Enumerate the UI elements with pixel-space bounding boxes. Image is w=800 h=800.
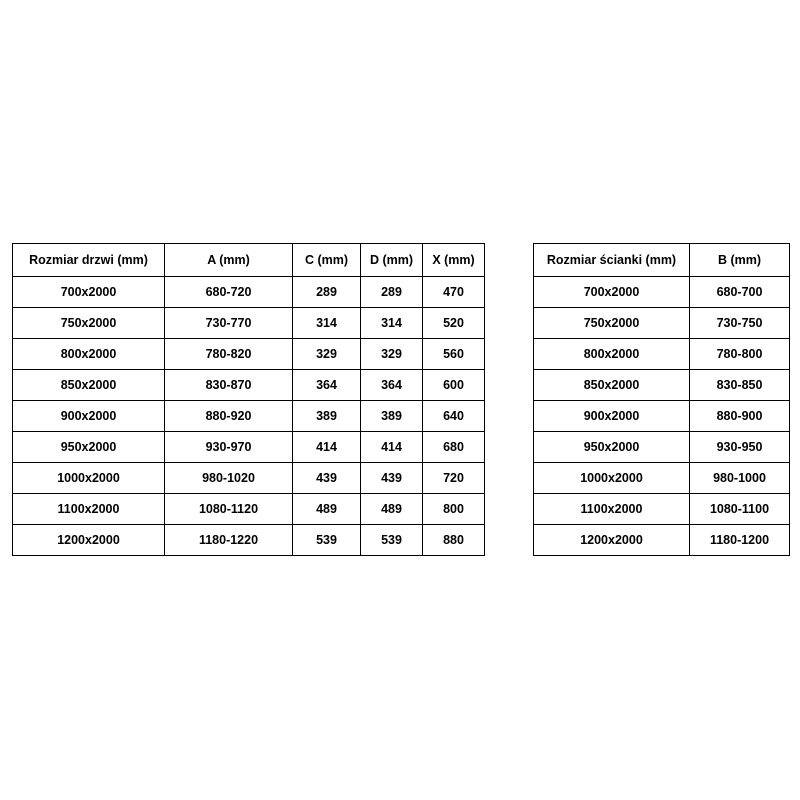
table-row — [534, 308, 790, 339]
cell-c: 539 — [293, 525, 361, 556]
table-row — [534, 432, 790, 463]
cell-a: 730-770 — [165, 308, 293, 339]
doors-table-header — [13, 244, 485, 277]
cell-c: 389 — [293, 401, 361, 432]
table-row — [13, 463, 485, 494]
cell-wall-size: 1200x2000 — [534, 525, 690, 556]
cell-door-size: 750x2000 — [13, 308, 165, 339]
walls-table-body — [534, 277, 790, 556]
table-header-row — [534, 244, 790, 277]
cell-wall-size: 1000x2000 — [534, 463, 690, 494]
column-header-c: C (mm) — [293, 244, 361, 277]
table-row — [13, 494, 485, 525]
table-row — [13, 401, 485, 432]
cell-b: 1080-1100 — [690, 494, 790, 525]
cell-wall-size: 950x2000 — [534, 432, 690, 463]
column-header-d: D (mm) — [361, 244, 423, 277]
cell-d: 539 — [361, 525, 423, 556]
cell-x: 680 — [423, 432, 485, 463]
walls-table-header — [534, 244, 790, 277]
cell-wall-size: 850x2000 — [534, 370, 690, 401]
cell-d: 489 — [361, 494, 423, 525]
table-row — [534, 370, 790, 401]
cell-b: 880-900 — [690, 401, 790, 432]
cell-d: 389 — [361, 401, 423, 432]
table-header-row — [13, 244, 485, 277]
cell-b: 1180-1200 — [690, 525, 790, 556]
cell-d: 314 — [361, 308, 423, 339]
cell-x: 800 — [423, 494, 485, 525]
column-header-x: X (mm) — [423, 244, 485, 277]
cell-x: 470 — [423, 277, 485, 308]
doors-dimensions-table-container — [12, 243, 485, 556]
walls-dimensions-table — [533, 243, 790, 556]
cell-a: 1180-1220 — [165, 525, 293, 556]
cell-door-size: 800x2000 — [13, 339, 165, 370]
table-row — [534, 277, 790, 308]
cell-d: 289 — [361, 277, 423, 308]
cell-c: 289 — [293, 277, 361, 308]
cell-d: 364 — [361, 370, 423, 401]
cell-wall-size: 1100x2000 — [534, 494, 690, 525]
cell-x: 640 — [423, 401, 485, 432]
cell-b: 680-700 — [690, 277, 790, 308]
cell-door-size: 850x2000 — [13, 370, 165, 401]
cell-x: 520 — [423, 308, 485, 339]
cell-c: 329 — [293, 339, 361, 370]
table-row — [13, 525, 485, 556]
cell-c: 314 — [293, 308, 361, 339]
table-row — [13, 370, 485, 401]
doors-dimensions-table — [12, 243, 485, 556]
cell-b: 980-1000 — [690, 463, 790, 494]
cell-c: 439 — [293, 463, 361, 494]
table-row — [534, 525, 790, 556]
cell-b: 830-850 — [690, 370, 790, 401]
table-row — [534, 494, 790, 525]
cell-wall-size: 800x2000 — [534, 339, 690, 370]
table-row — [13, 432, 485, 463]
cell-b: 930-950 — [690, 432, 790, 463]
cell-b: 780-800 — [690, 339, 790, 370]
table-row — [534, 339, 790, 370]
cell-x: 720 — [423, 463, 485, 494]
cell-a: 980-1020 — [165, 463, 293, 494]
cell-d: 439 — [361, 463, 423, 494]
cell-a: 1080-1120 — [165, 494, 293, 525]
walls-dimensions-table-container — [533, 243, 790, 556]
cell-wall-size: 750x2000 — [534, 308, 690, 339]
cell-c: 414 — [293, 432, 361, 463]
cell-door-size: 700x2000 — [13, 277, 165, 308]
cell-c: 364 — [293, 370, 361, 401]
cell-a: 830-870 — [165, 370, 293, 401]
table-row — [13, 308, 485, 339]
column-header-wall-size: Rozmiar ścianki (mm) — [534, 244, 690, 277]
cell-door-size: 950x2000 — [13, 432, 165, 463]
table-row — [534, 463, 790, 494]
cell-wall-size: 900x2000 — [534, 401, 690, 432]
doors-table-body — [13, 277, 485, 556]
cell-a: 930-970 — [165, 432, 293, 463]
cell-a: 680-720 — [165, 277, 293, 308]
cell-door-size: 1000x2000 — [13, 463, 165, 494]
cell-c: 489 — [293, 494, 361, 525]
cell-d: 329 — [361, 339, 423, 370]
cell-d: 414 — [361, 432, 423, 463]
cell-x: 600 — [423, 370, 485, 401]
column-header-a: A (mm) — [165, 244, 293, 277]
cell-door-size: 1100x2000 — [13, 494, 165, 525]
column-header-b: B (mm) — [690, 244, 790, 277]
table-row — [13, 277, 485, 308]
table-row — [13, 339, 485, 370]
table-row — [534, 401, 790, 432]
cell-a: 880-920 — [165, 401, 293, 432]
cell-x: 880 — [423, 525, 485, 556]
cell-b: 730-750 — [690, 308, 790, 339]
cell-door-size: 1200x2000 — [13, 525, 165, 556]
cell-x: 560 — [423, 339, 485, 370]
cell-door-size: 900x2000 — [13, 401, 165, 432]
cell-wall-size: 700x2000 — [534, 277, 690, 308]
column-header-door-size: Rozmiar drzwi (mm) — [13, 244, 165, 277]
cell-a: 780-820 — [165, 339, 293, 370]
